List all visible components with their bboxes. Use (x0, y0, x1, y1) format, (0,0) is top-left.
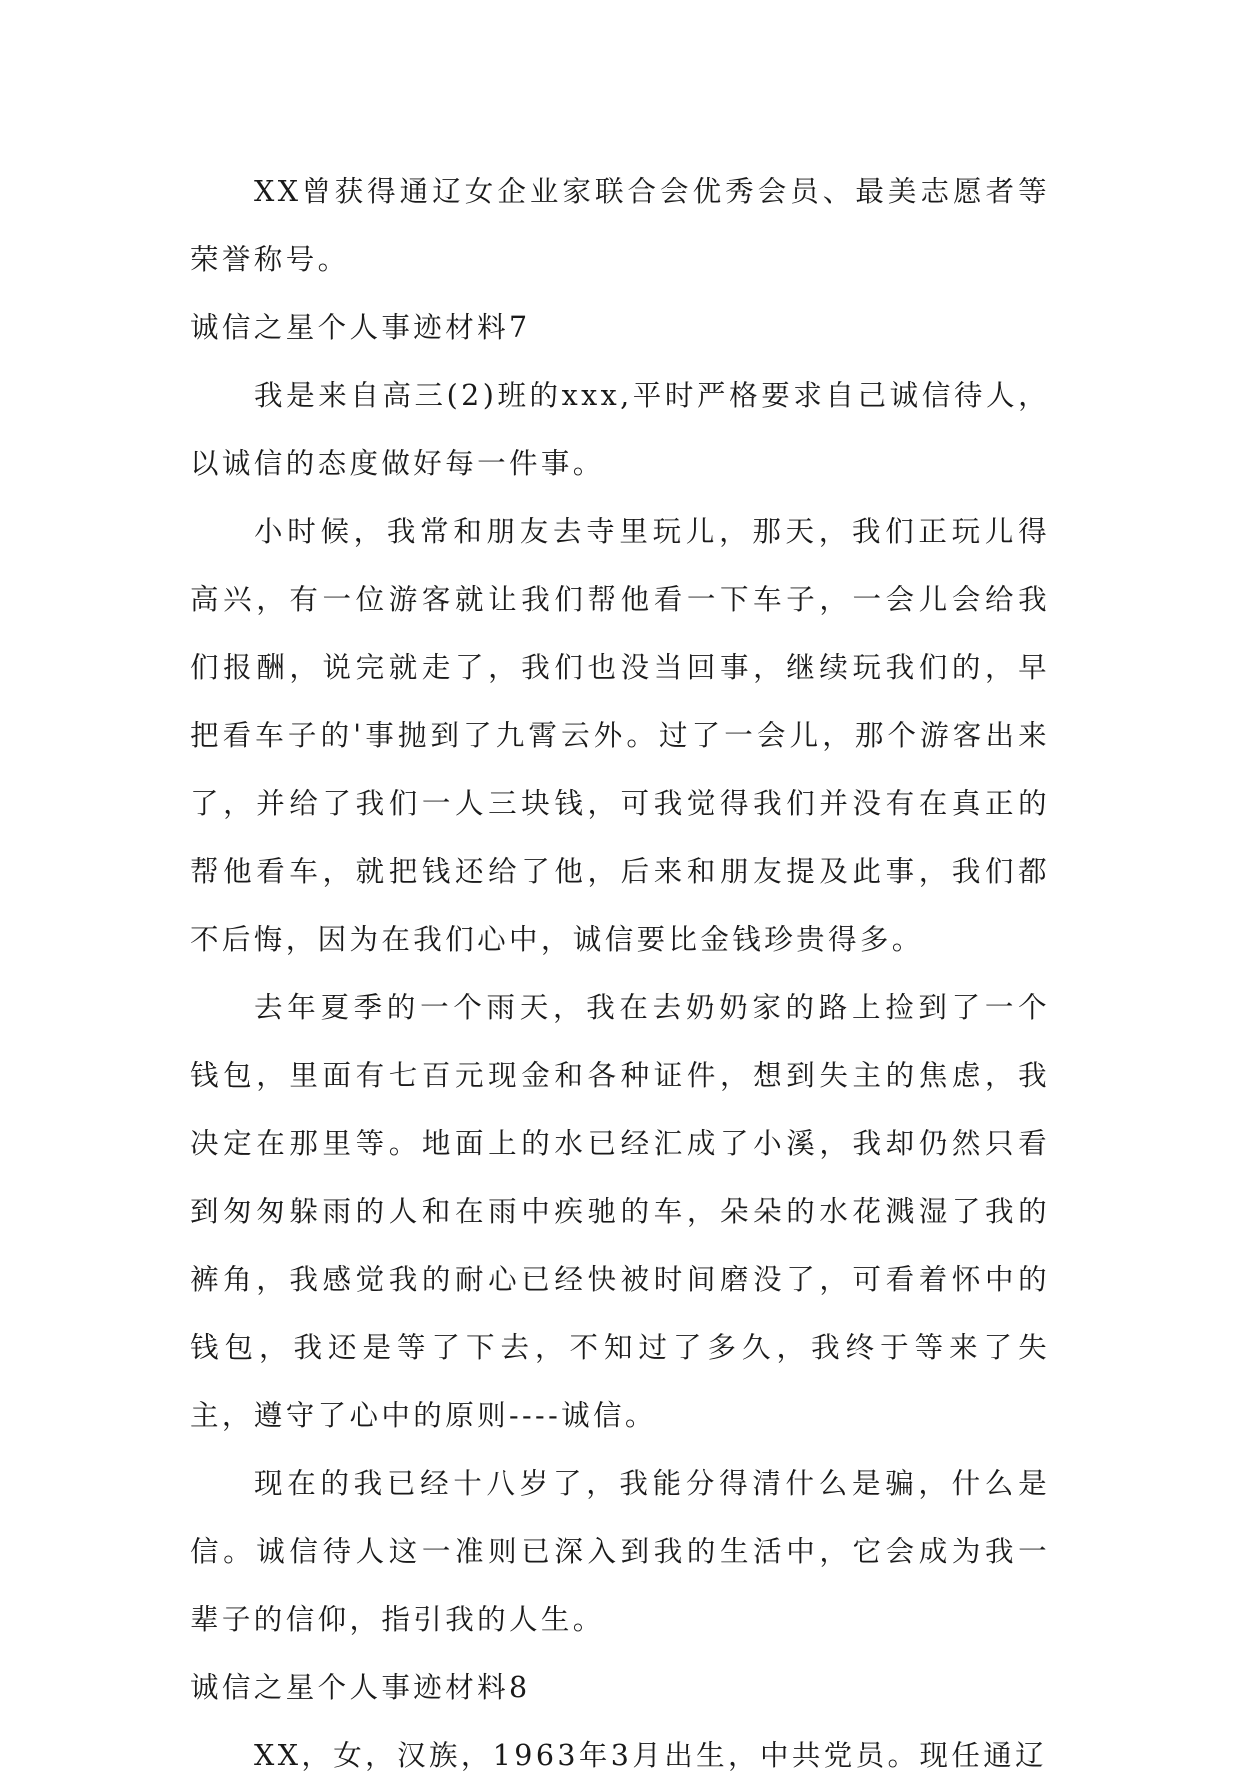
paragraph-conclusion: 现在的我已经十八岁了，我能分得清什么是骗，什么是信。诚信待人这一准则已深入到我的生活中，它会成为我一辈子的信仰，指引我的人生。 (190, 1467, 1050, 1636)
paragraph-honors: XX曾获得通辽女企业家联合会优秀会员、最美志愿者等荣誉称号。 (190, 175, 1050, 276)
document-body (190, 158, 1050, 1790)
paragraph-intro: 我是来自高三(2)班的xxx,平时严格要求自己诚信待人，以诚信的态度做好每一件事。 (190, 379, 1050, 480)
section-heading-8: 诚信之星个人事迹材料8 (190, 1671, 531, 1704)
section-heading-7: 诚信之星个人事迹材料7 (190, 311, 531, 344)
paragraph-profile-start: XX，女，汉族，1963年3月出生，中共党员。现任通辽 (254, 1739, 1048, 1772)
paragraph-wallet-story: 去年夏季的一个雨天，我在去奶奶家的路上捡到了一个钱包，里面有七百元现金和各种证件，想到失主的焦虑，我决定在那里等。地面上的水已经汇成了小溪，我却仍然只看到匆匆躲雨的人和在雨中疾驰的车，朵朵的水花溅湿了我的裤角，我感觉我的耐心已经快被时间磨没了，可看着怀中的钱包，我还是等了下去，不知过了多久，我终于等来了失主，遵守了心中的原则----诚信。 (190, 991, 1050, 1432)
paragraph-childhood-story: 小时候，我常和朋友去寺里玩儿，那天，我们正玩儿得高兴，有一位游客就让我们帮他看一下车子，一会儿会给我们报酬，说完就走了，我们也没当回事，继续玩我们的，早把看车子的'事抛到了九霄云外。过了一会儿，那个游客出来了，并给了我们一人三块钱，可我觉得我们并没有在真正的帮他看车，就把钱还给了他，后来和朋友提及此事，我们都不后悔，因为在我们心中，诚信要比金钱珍贵得多。 (190, 515, 1050, 956)
